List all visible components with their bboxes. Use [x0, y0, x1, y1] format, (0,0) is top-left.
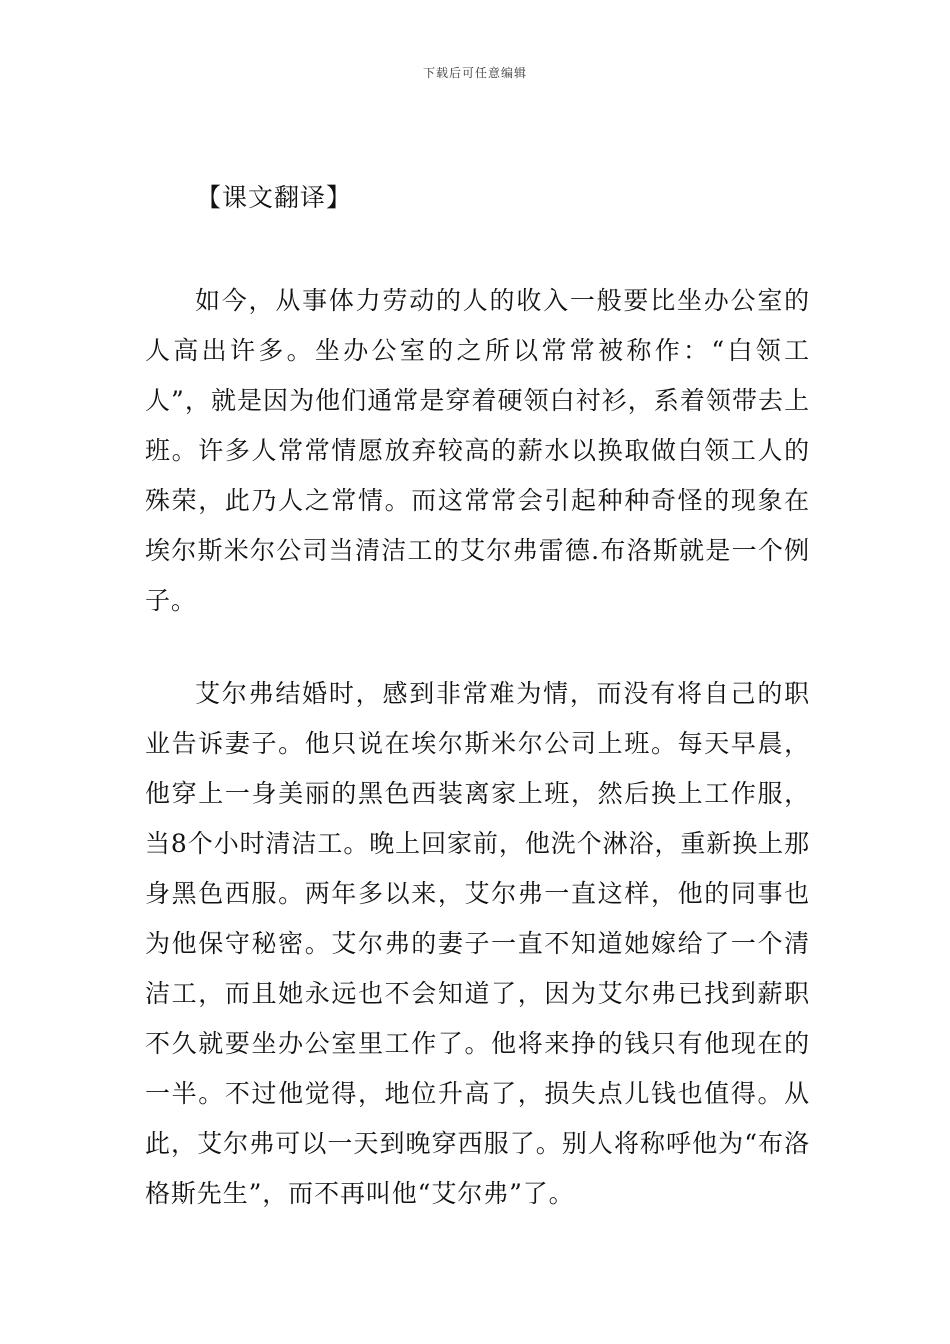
section-title: 【课文翻译】 — [196, 183, 353, 212]
page-header: 下载后可任意编辑 — [422, 66, 527, 80]
paragraph-1: 如今，从事体力劳动的人的收入一般要比坐办公室的人高出许多。坐办公室的之所以常常被称作：“白领工人”，就是因为他们通常是穿着硬领白衬衫，系着领带去上班。许多人常常情愿放弃较高的薪水以换取做白领工人的殊荣，此乃人之常情。而这常常会引起种种奇怪的现象在埃尔斯米尔公司当清洁工的艾尔弗雷德.布洛斯就是一个例子。 — [145, 286, 810, 615]
paragraph-2: 艾尔弗结婚时，感到非常难为情，而没有将自己的职业告诉妻子。他只说在埃尔斯米尔公司上班。每天早晨，他穿上一身美丽的黑色西装离家上班，然后换上工作服，当8个小时清洁工。晚上回家前，他洗个淋浴，重新换上那身黑色西服。两年多以来，艾尔弗一直这样，他的同事也为他保守秘密。艾尔弗的妻子一直不知道她嫁给了一个清洁工，而且她永远也不会知道了，因为艾尔弗已找到薪职不久就要坐办公室里工作了。他将来挣的钱只有他现在的一半。不过他觉得，地位升高了，损失点儿钱也值得。从此，艾尔弗可以一天到晚穿西服了。别人将称呼他为“布洛格斯先生”，而不再叫他“艾尔弗”了。 — [145, 679, 810, 1208]
